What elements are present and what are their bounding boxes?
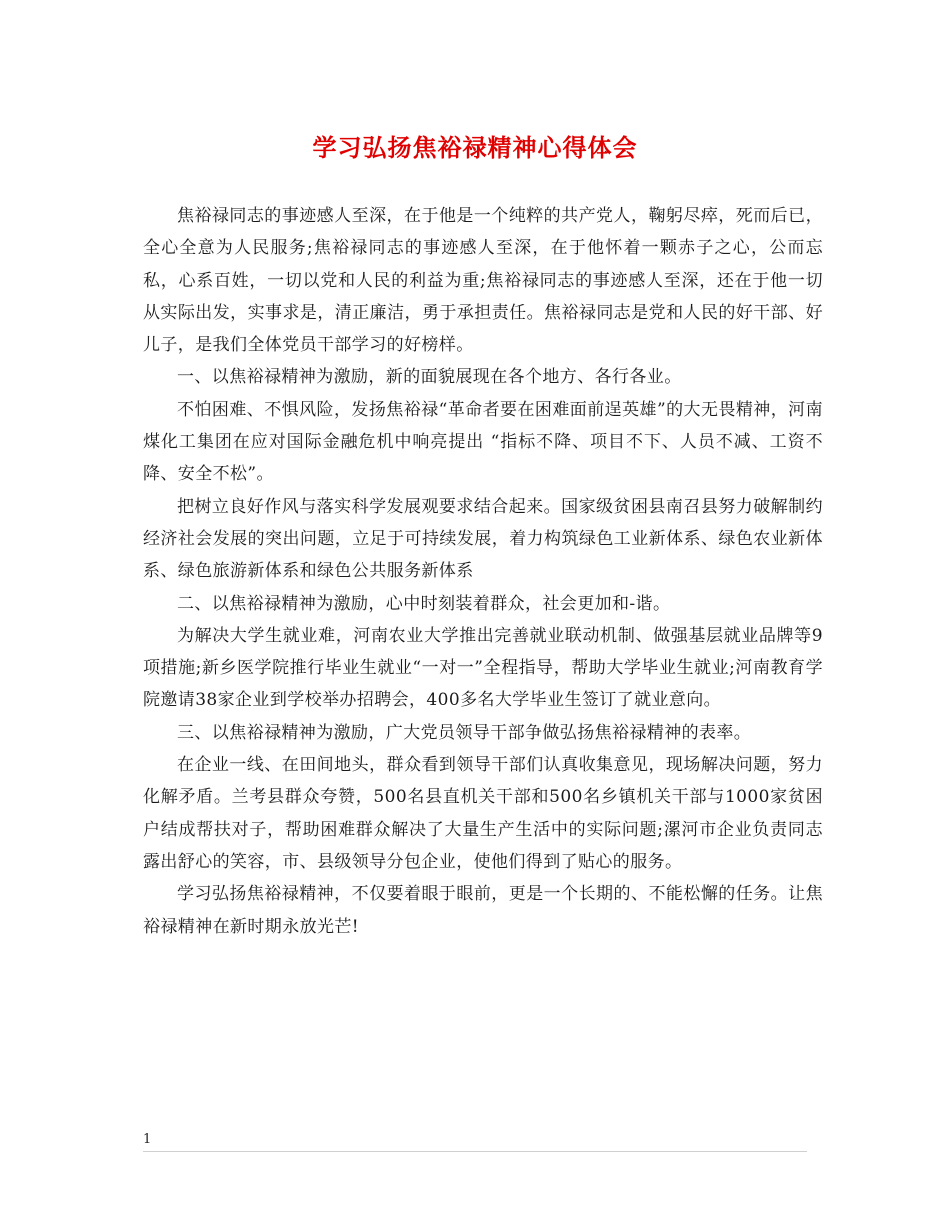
paragraph-employment: 为解决大学生就业难，河南农业大学推出完善就业联动机制、做强基层就业品牌等9项措施;新乡医学院推行毕业生就业“一对一”全程指导，帮助大学毕业生就业;河南教育学院邀请38家企业到学校举办招聘会，400多名大学毕业生签订了就业意向。 bbox=[143, 625, 823, 711]
paragraph-nanzhao: 把树立良好作风与落实科学发展观要求结合起来。国家级贫困县南召县努力破解制约经济社会发展的突出问题，立足于可持续发展，着力构筑绿色工业新体系、绿色农业新体系、绿色旅游新体系和绿色公共服务新体系 bbox=[143, 496, 823, 582]
page-number: 1 bbox=[143, 1132, 152, 1147]
paragraph-heading-three: 三、以焦裕禄精神为激励，广大党员领导干部争做弘扬焦裕禄精神的表率。 bbox=[177, 722, 752, 743]
paragraph-conclusion: 学习弘扬焦裕禄精神，不仅要着眼于眼前，更是一个长期的、不能松懈的任务。让焦裕禄精神在新时期永放光芒! bbox=[143, 884, 823, 937]
paragraph-cadres: 在企业一线、在田间地头，群众看到领导干部们认真收集意见，现场解决问题，努力化解矛盾。兰考县群众夸赞，500名县直机关干部和500名乡镇机关干部与1000家贫困户结成帮扶对子，帮助困难群众解决了大量生产生活中的实际问题;漯河市企业负责同志露出舒心的笑容，市、县级领导分包企业，使他们得到了贴心的服务。 bbox=[143, 755, 823, 872]
document-title: 学习弘扬焦裕禄精神心得体会 bbox=[312, 133, 638, 162]
footer-divider bbox=[143, 1151, 807, 1152]
paragraph-intro: 焦裕禄同志的事迹感人至深，在于他是一个纯粹的共产党人，鞠躬尽瘁，死而后已，全心全意为人民服务;焦裕禄同志的事迹感人至深，在于他怀着一颗赤子之心，公而忘私，心系百姓，一切以党和人民的利益为重;焦裕禄同志的事迹感人至深，还在于他一切从实际出发，实事求是，清正廉洁，勇于承担责任。焦裕禄同志是党和人民的好干部、好儿子，是我们全体党员干部学习的好榜样。 bbox=[143, 206, 823, 356]
paragraph-heading-two: 二、以焦裕禄精神为激励，心中时刻装着群众，社会更加和-谐。 bbox=[177, 593, 671, 614]
paragraph-heading-one: 一、以焦裕禄精神为激励，新的面貌展现在各个地方、各行各业。 bbox=[177, 367, 682, 388]
paragraph-coal-group: 不怕困难、不惧风险，发扬焦裕禄“革命者要在困难面前逞英雄”的大无畏精神，河南煤化工集团在应对国际金融危机中响亮提出 “指标不降、项目不下、人员不减、工资不降、安全不松”。 bbox=[143, 399, 823, 485]
document-body bbox=[143, 200, 823, 943]
